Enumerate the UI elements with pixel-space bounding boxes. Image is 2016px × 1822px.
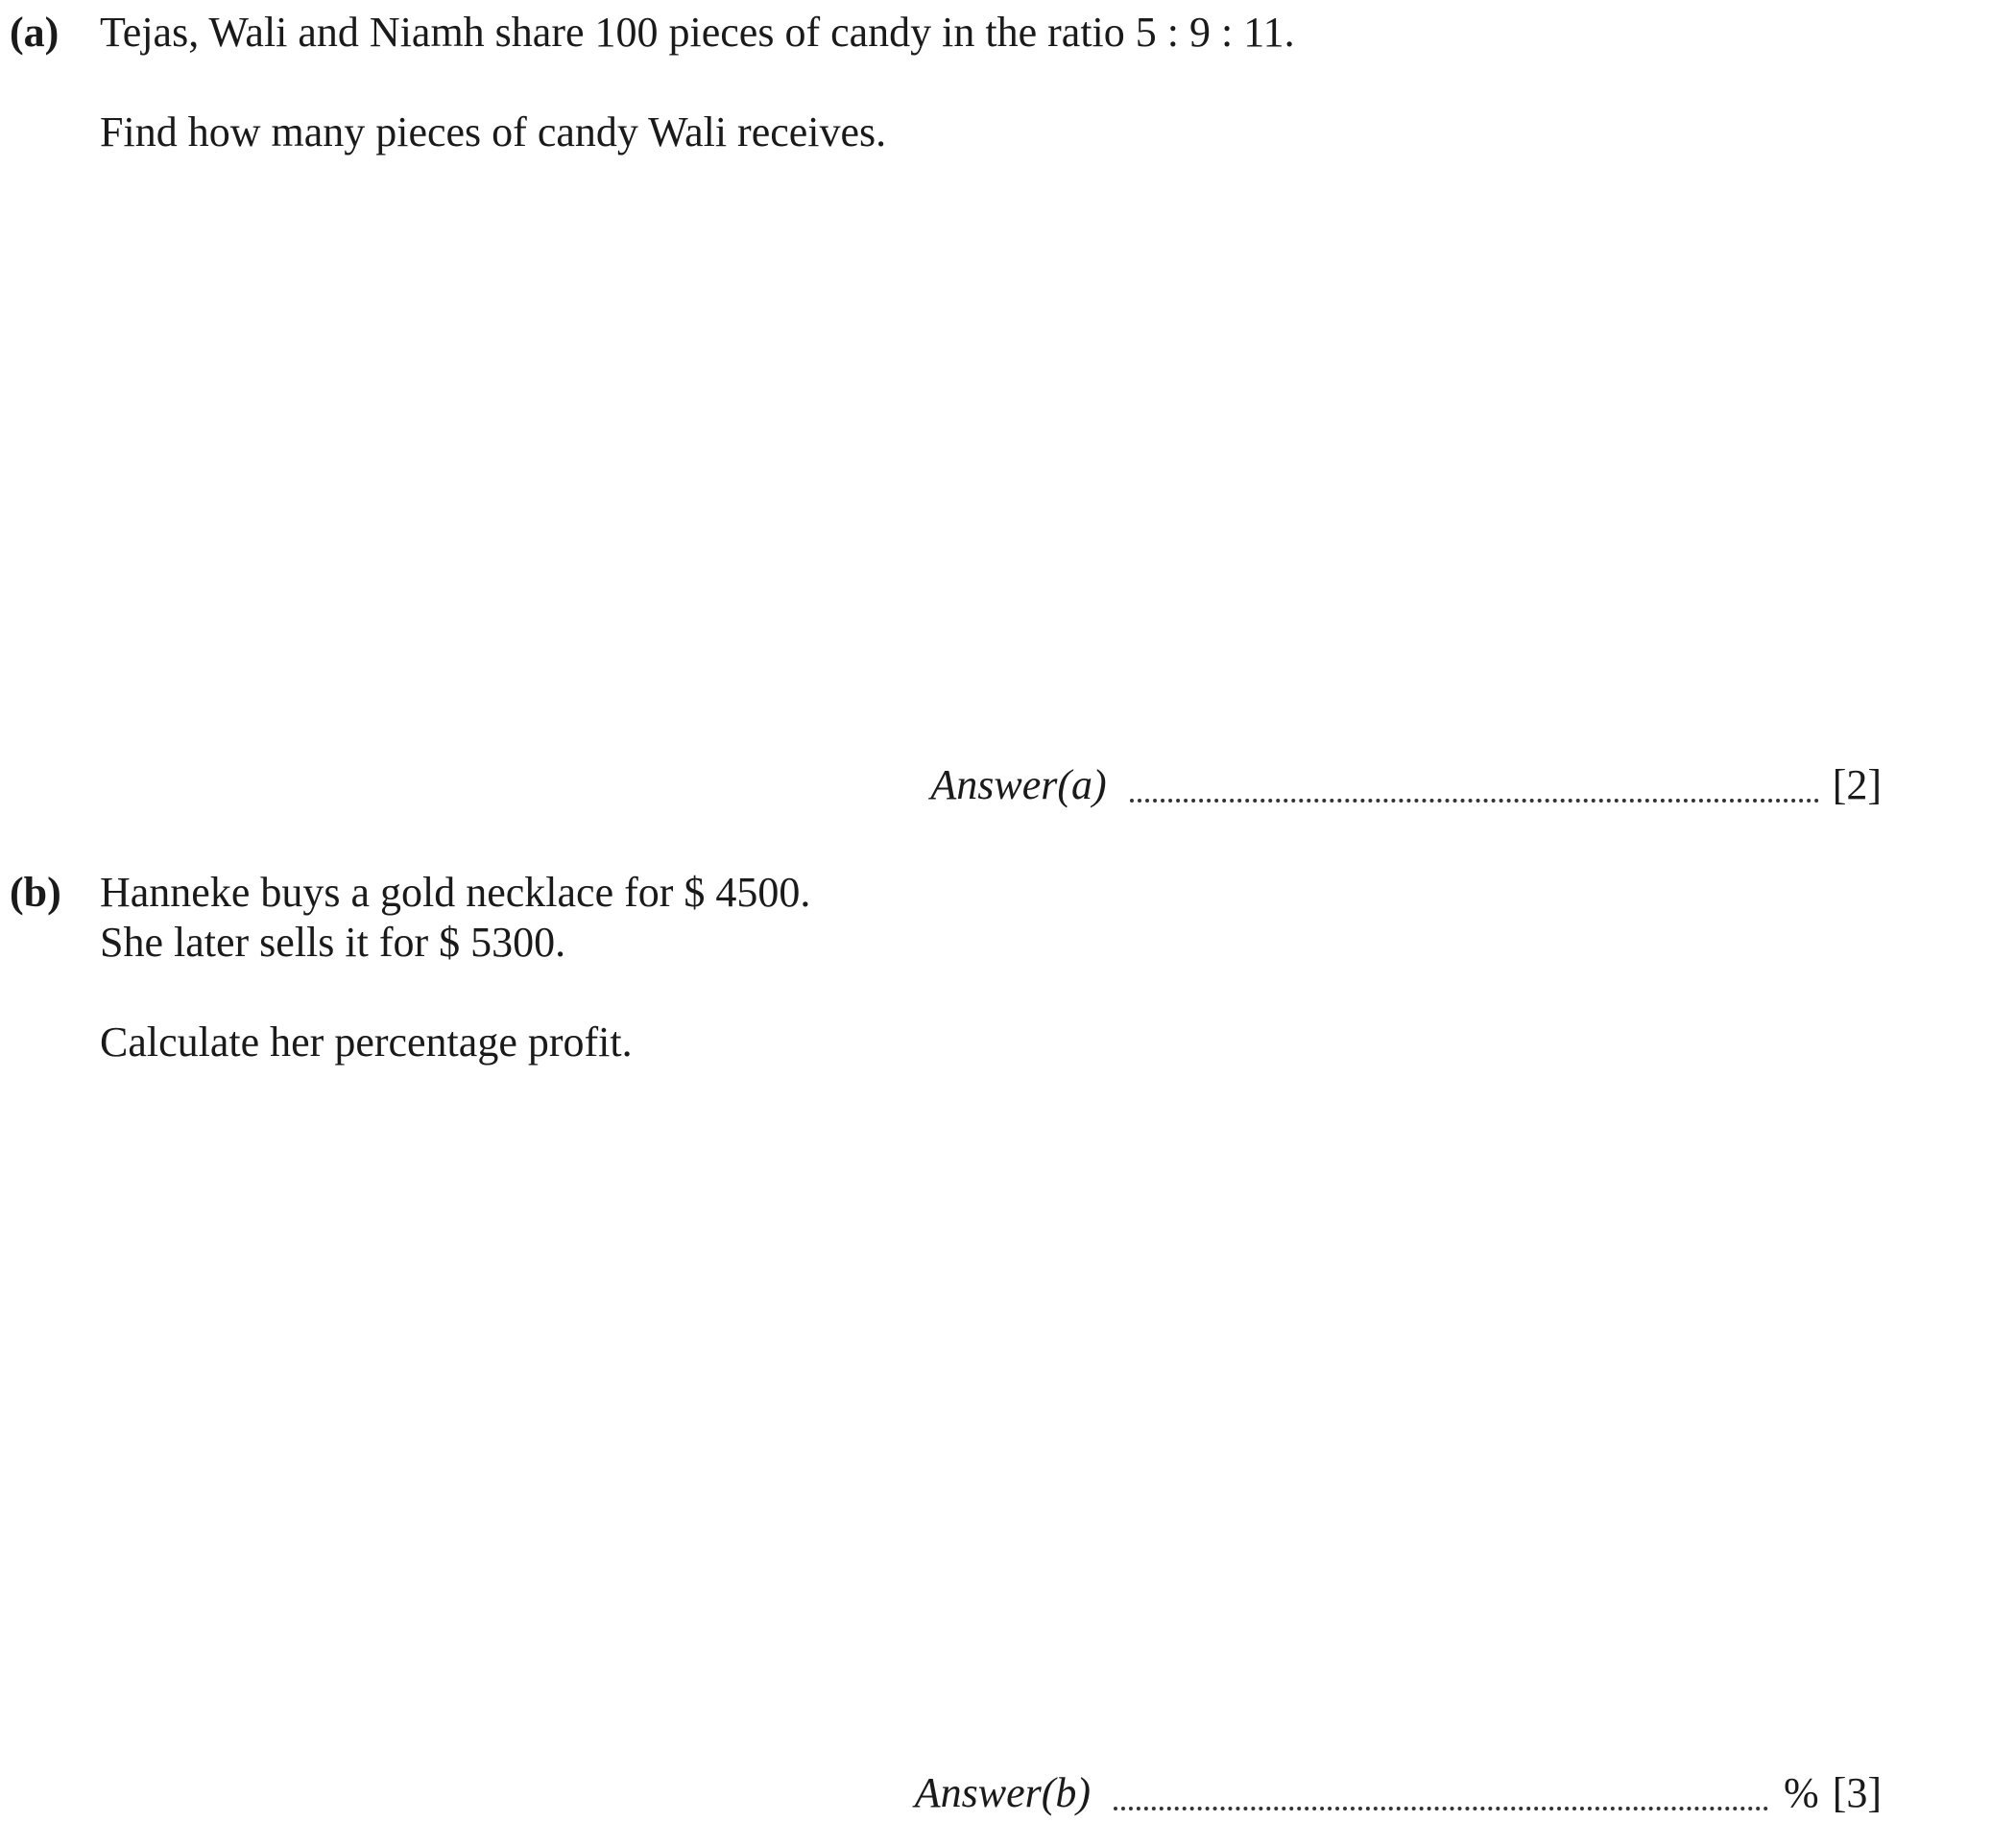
part-a-answer-line[interactable]	[1130, 799, 1819, 803]
part-b-answer-line[interactable]	[1114, 1807, 1768, 1810]
part-b-question-line2: She later sells it for $ 5300.	[100, 919, 566, 966]
part-b-question-line1: Hanneke buys a gold necklace for $ 4500.	[100, 869, 811, 916]
part-a-marks: [2]	[1832, 761, 1882, 808]
part-b-answer-row	[915, 1768, 1882, 1818]
part-b-question-line3: Calculate her percentage profit.	[100, 1019, 633, 1066]
part-a-question-line1: Tejas, Wali and Niamh share 100 pieces of candy in the ratio 5 : 9 : 11.	[100, 9, 1295, 56]
part-a-label: (a)	[10, 9, 60, 56]
part-a-answer-label: Answer(a)	[930, 761, 1107, 808]
part-b-answer-label: Answer(b)	[914, 1769, 1092, 1816]
part-a-answer-row	[930, 760, 1882, 810]
part-b-unit: %	[1784, 1769, 1819, 1816]
part-b-marks: [3]	[1832, 1769, 1882, 1816]
part-a-question-line2: Find how many pieces of candy Wali receives.	[100, 108, 887, 156]
part-b-label: (b)	[10, 869, 61, 916]
